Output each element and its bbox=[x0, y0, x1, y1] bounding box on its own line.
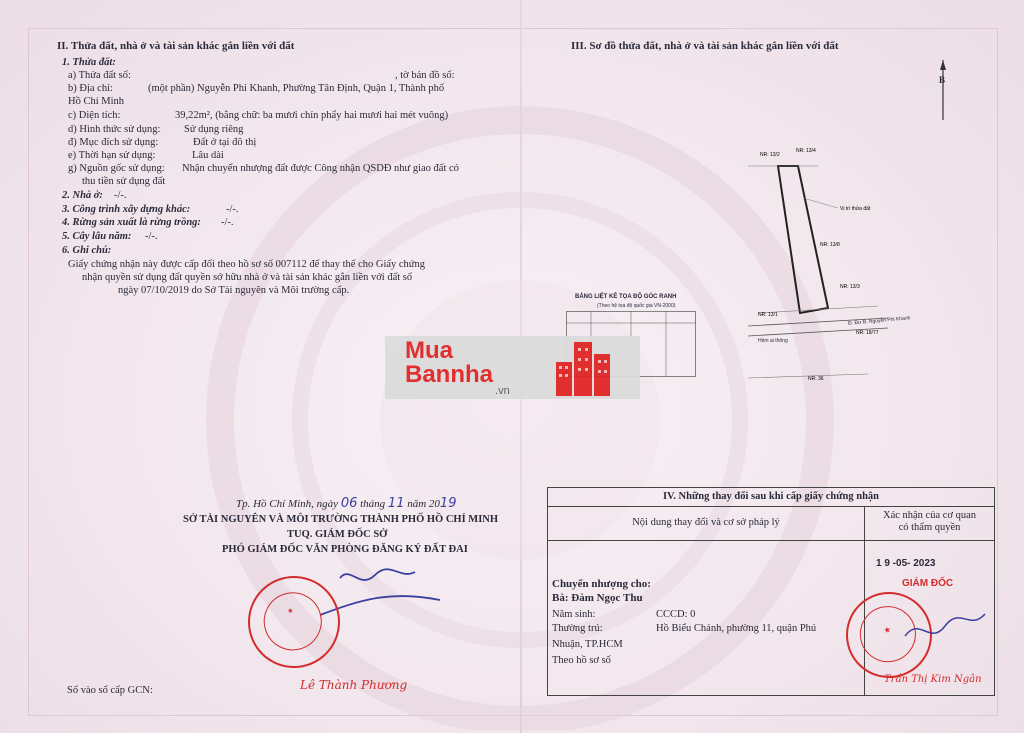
svg-text:NR: 36: NR: 36 bbox=[808, 376, 824, 382]
sign-month: 11 bbox=[387, 496, 405, 511]
parcel-label: a) Thửa đất số: bbox=[68, 70, 131, 81]
residence-value: Hồ Biểu Chánh, phường 11, quận Phú bbox=[656, 623, 817, 634]
origin-value-2: thu tiền sử dụng đất bbox=[82, 176, 166, 187]
north-arrow-icon bbox=[936, 58, 950, 122]
purpose-value: Đất ở tại đô thị bbox=[193, 137, 257, 148]
section-4-title: IV. Những thay đổi sau khi cấp giấy chứng nhận bbox=[548, 488, 994, 507]
watermark-logo bbox=[385, 336, 640, 399]
forest-value: -/-. bbox=[221, 217, 234, 228]
note-line-1: Giấy chứng nhận này được cấp đổi theo hồ sơ số 007112 để thay thế cho Giấy chứng bbox=[68, 259, 425, 270]
note-line-2: nhận quyền sử dụng đất quyền sở hữu nhà ở và tài sản khác gắn liền với đất số bbox=[82, 272, 413, 283]
director-label: GIÁM ĐỐC bbox=[902, 578, 954, 589]
term-label: e) Thời hạn sử dụng: bbox=[68, 150, 156, 161]
forest-label: 4. Rừng sản xuất là rừng trồng: bbox=[62, 217, 201, 228]
svg-text:Vị trí thửa đất: Vị trí thửa đất bbox=[840, 206, 871, 212]
signer-name: Lê Thành Phương bbox=[300, 678, 408, 692]
watermark-line-2: Bannha bbox=[405, 360, 494, 388]
svg-text:NR: 13/4: NR: 13/4 bbox=[796, 148, 816, 154]
origin-value-1: Nhận chuyển nhượng đất được Công nhận QSDĐ như giao đất có bbox=[182, 163, 459, 174]
col-confirm-header bbox=[865, 510, 994, 534]
stamp-2-star: ★ bbox=[883, 626, 891, 635]
area-label: c) Diện tích: bbox=[68, 110, 121, 121]
area-value: 39,22m², (bằng chữ: ba mươi chín phẩy hai mươi hai mét vuông) bbox=[175, 110, 449, 121]
tree-label: 5. Cây lâu năm: bbox=[62, 231, 132, 242]
address-label: b) Địa chỉ: bbox=[68, 83, 113, 94]
building-icon bbox=[554, 338, 614, 396]
on-behalf: TUQ. GIÁM ĐỐC SỞ bbox=[287, 529, 388, 540]
note-line-3: ngày 07/10/2019 do Sở Tài nguyên và Môi trường cấp. bbox=[118, 285, 350, 296]
north-label: B bbox=[939, 75, 946, 85]
col-confirm-header-2: có thẩm quyền bbox=[898, 522, 961, 533]
land-heading: 1. Thửa đất: bbox=[62, 57, 116, 68]
alley-label: Hẻm ai thông bbox=[758, 338, 788, 344]
north-arrow bbox=[936, 58, 950, 122]
note-label: 6. Ghi chú: bbox=[62, 245, 112, 256]
svg-text:NR: 13/3: NR: 13/3 bbox=[840, 284, 860, 290]
place-date bbox=[236, 497, 456, 511]
map-label: , tờ bản đồ số: bbox=[395, 70, 455, 81]
watermark-suffix: .vn bbox=[495, 384, 510, 397]
file-label: Theo hồ sơ số bbox=[552, 655, 611, 666]
place-date-prefix: Tp. Hồ Chí Minh, ngày bbox=[236, 498, 339, 510]
sign-year: 19 bbox=[439, 496, 457, 511]
id-label: CCCD: 0 bbox=[656, 609, 696, 620]
address-value-1: (một phần) Nguyễn Phi Khanh, Phường Tân Định, Quận 1, Thành phố bbox=[148, 83, 445, 94]
parcel-sketch bbox=[748, 138, 898, 383]
watermark-line-1: Mua bbox=[405, 336, 453, 364]
origin-label: g) Nguồn gốc sử dụng: bbox=[68, 163, 165, 174]
registry-label: Số vào sổ cấp GCN: bbox=[67, 685, 153, 696]
use-form-label: d) Hình thức sử dụng: bbox=[68, 124, 161, 135]
agency-name: SỞ TÀI NGUYÊN VÀ MÔI TRƯỜNG THÀNH PHỐ HỒ CHÍ MINH bbox=[183, 514, 499, 525]
section-3-title: III. Sơ đồ thửa đất, nhà ở và tài sản khác gắn liền với đất bbox=[571, 40, 839, 52]
year-label: năm 20 bbox=[407, 498, 440, 510]
owner-line: Bà: Đàm Ngọc Thu bbox=[552, 592, 643, 604]
svg-text:NR: 13/1: NR: 13/1 bbox=[758, 312, 778, 318]
col-confirm-header-1: Xác nhận của cơ quan bbox=[882, 510, 976, 521]
svg-text:NR: 13/8: NR: 13/8 bbox=[820, 242, 840, 248]
transfer-label: Chuyển nhượng cho: bbox=[552, 578, 651, 590]
col-content-header: Nội dung thay đổi và cơ sở pháp lý bbox=[632, 517, 780, 528]
tree-value: -/-. bbox=[145, 231, 158, 242]
house-label: 2. Nhà ở: bbox=[62, 190, 103, 201]
sign-day: 06 bbox=[340, 496, 358, 511]
svg-text:NR: 18/77: NR: 18/77 bbox=[856, 330, 879, 336]
signature-2 bbox=[900, 606, 990, 656]
house-value: -/-. bbox=[114, 190, 127, 201]
section-2-title: II. Thửa đất, nhà ở và tài sản khác gắn liền với đất bbox=[57, 40, 295, 52]
svg-text:NR: 13/2: NR: 13/2 bbox=[760, 152, 780, 158]
use-form-value: Sử dụng riêng bbox=[184, 124, 244, 135]
residence-label: Thường trú: bbox=[552, 623, 603, 634]
birth-label: Năm sinh: bbox=[552, 609, 596, 620]
coord-table-title: BẢNG LIỆT KÊ TỌA ĐỘ GÓC RANH bbox=[575, 294, 677, 300]
purpose-label: đ) Mục đích sử dụng: bbox=[68, 137, 159, 148]
street-label: Đ. Đư B. Nguyễn Phi Khanh bbox=[847, 315, 911, 327]
confirm-date: 1 9 -05- 2023 bbox=[876, 558, 936, 569]
month-label: tháng bbox=[360, 498, 386, 510]
coord-table-subtitle: (Theo hệ tọa độ quốc gia VN-2000) bbox=[597, 303, 676, 309]
address-value-2: Hồ Chí Minh bbox=[68, 96, 125, 107]
stamp-1-star: ★ bbox=[287, 607, 295, 616]
term-value: Lâu dài bbox=[192, 150, 224, 161]
construction-label: 3. Công trình xây dựng khác: bbox=[62, 204, 191, 215]
signer2-name: Trần Thị Kim Ngân bbox=[884, 674, 982, 685]
residence-value-2: Nhuận, TP.HCM bbox=[552, 639, 623, 650]
construction-value: -/-. bbox=[226, 204, 239, 215]
signer-position: PHÓ GIÁM ĐỐC VĂN PHÒNG ĐĂNG KÝ ĐẤT ĐAI bbox=[222, 544, 468, 555]
